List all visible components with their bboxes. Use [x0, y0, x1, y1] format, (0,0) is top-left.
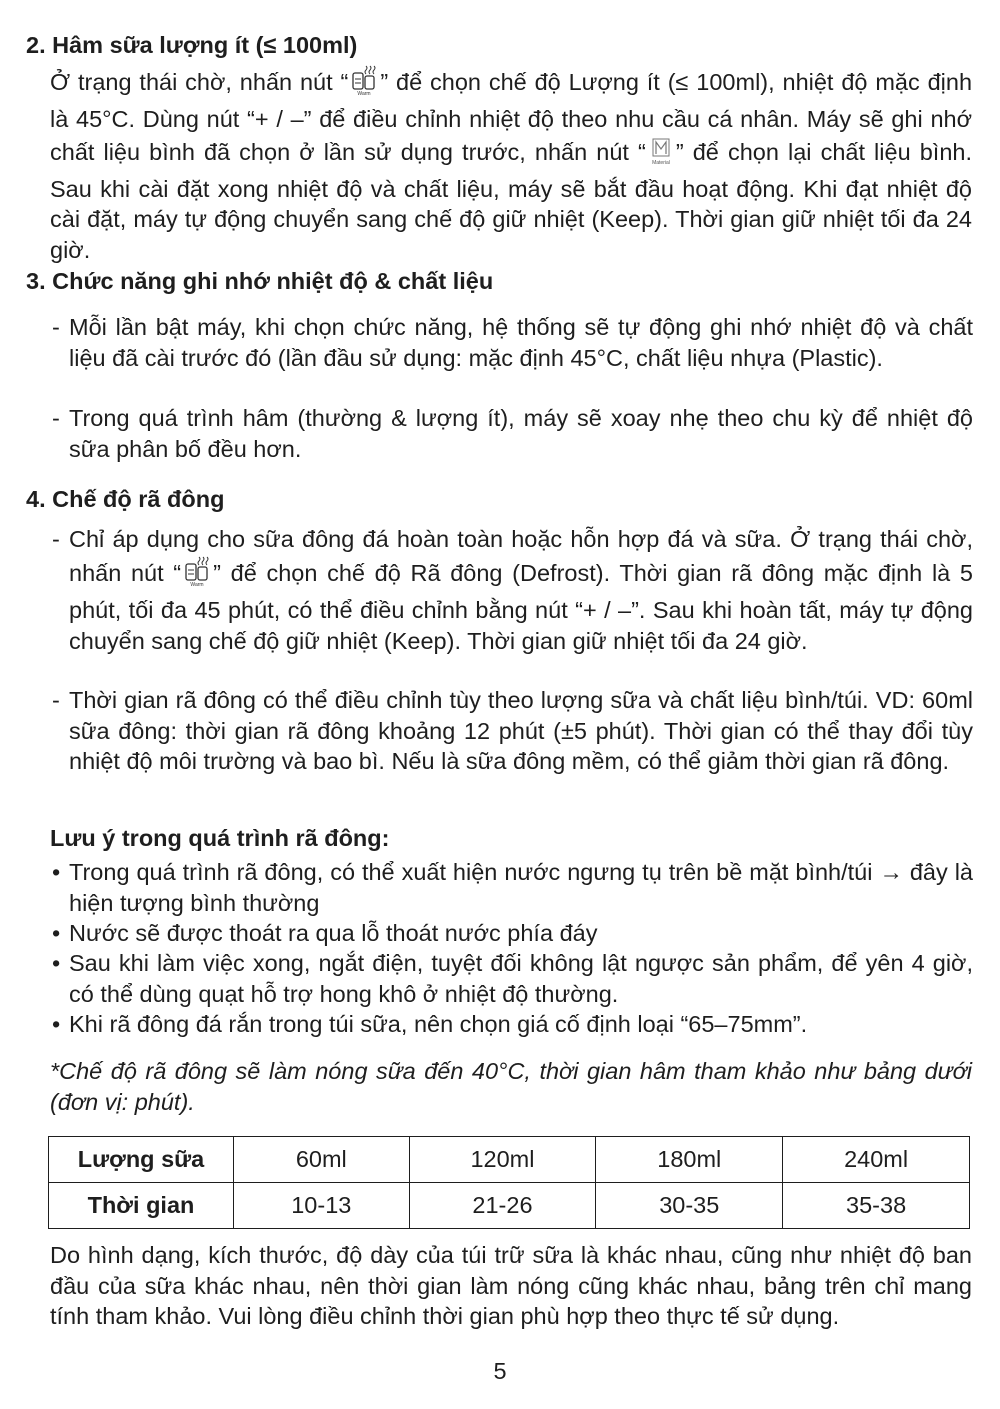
bullet-marker: • [52, 950, 61, 976]
dash-marker: - [52, 526, 60, 552]
closing-paragraph: Do hình dạng, kích thước, độ dày của túi trữ sữa là khác nhau, cũng như nhiệt độ ban đầu của sữa khác nhau, nên thời gian làm nóng cũng khác nhau, bảng trên chỉ mang tính tham khảo. Vui lòng điều chỉnh thời gian phù hợp theo thực tế sử dụng. [50, 1242, 972, 1329]
defrost-note-3: Sau khi làm việc xong, ngắt điện, tuyệt đối không lật ngược sản phẩm, để yên 4 giờ, có thể dùng quạt hỗ trợ hong khô ở nhiệt độ thường. [69, 950, 973, 1007]
section-3-heading: 3. Chức năng ghi nhớ nhiệt độ & chất liệu [26, 268, 494, 294]
section-2-text-b: ” để chọn chế độ Lượng ít (≤ 100ml), nhiệt độ mặc định là 45°C. Dùng nút “+ / –” để điều chỉnh nhiệt độ theo nhu cầu cá nhân. Máy sẽ ghi nhớ chất liệu bình đã chọn ở lần sử dụng trước, nhấn nút “ [50, 69, 973, 165]
section-3-item-2: Trong quá trình hâm (thường & lượng ít), máy sẽ xoay nhẹ theo chu kỳ để nhiệt độ sữa phân bố đều hơn. [69, 405, 973, 462]
section-2-text-a: Ở trạng thái chờ, nhấn nút “ [50, 69, 349, 95]
material-icon [648, 134, 674, 174]
table-row [49, 1137, 970, 1183]
table-cell: 180ml [596, 1137, 783, 1183]
table-cell: 30-35 [596, 1183, 783, 1229]
defrost-time-table [48, 1136, 970, 1229]
section-4-item-1 [69, 524, 973, 657]
table-cell: 60ml [234, 1137, 410, 1183]
bullet-marker: • [52, 1011, 61, 1037]
dash-marker: - [52, 687, 60, 713]
warm-icon-label: Warm [357, 91, 371, 96]
table-cell: 10-13 [234, 1183, 410, 1229]
table-cell: 21-26 [409, 1183, 596, 1229]
table-row-label: Lượng sữa [49, 1137, 234, 1183]
dash-marker: - [52, 314, 60, 340]
section-2-paragraph [50, 64, 972, 265]
table-row-label: Thời gian [49, 1183, 234, 1229]
defrost-note-2: Nước sẽ được thoát ra qua lỗ thoát nước phía đáy [69, 920, 598, 946]
defrost-bottle-icon [183, 555, 211, 595]
warm-bottle-icon [350, 64, 378, 104]
section-4-item-2: Thời gian rã đông có thể điều chỉnh tùy theo lượng sữa và chất liệu bình/túi. VD: 60ml sữa đông: thời gian rã đông khoảng 12 phút (±5 phút). Thời gian có thể thay đổi tùy nhiệt độ môi trường và bao bì. Nếu là sữa đông mềm, có thể giảm thời gian rã đông. [69, 687, 973, 774]
material-icon-label: Material [651, 160, 670, 166]
defrost-reference-note: *Chế độ rã đông sẽ làm nóng sữa đến 40°C, thời gian hâm tham khảo như bảng dưới (đơn vị: phút). [50, 1058, 972, 1115]
section-4-item-1-text-b: ” để chọn chế độ Rã đông (Defrost). Thời gian rã đông mặc định là 5 phút, tối đa 45 phút, có thể điều chỉnh bằng nút “+ / –”. Sau khi hoàn tất, máy tự động chuyển sang chế độ giữ nhiệt (Keep). Thời gian giữ nhiệt tối đa 24 giờ. [69, 560, 973, 654]
table-row [49, 1183, 970, 1229]
section-4-heading: 4. Chế độ rã đông [26, 486, 225, 512]
bullet-marker: • [52, 920, 61, 946]
section-2-text-c: ” để chọn lại chất liệu bình. Sau khi cài đặt xong nhiệt độ và chất liệu, máy sẽ bắt đầu hoạt động. Khi đạt nhiệt độ cài đặt, máy tự động chuyển sang chế độ giữ nhiệt (Keep). Thời gian giữ nhiệt tối đa 24 giờ. [50, 139, 972, 263]
section-3-item-1: Mỗi lần bật máy, khi chọn chức năng, hệ thống sẽ tự động ghi nhớ nhiệt độ và chất liệu đã cài trước đó (lần đầu sử dụng: mặc định 45°C, chất liệu nhựa (Plastic). [69, 314, 973, 371]
warm-icon-label: Warm [190, 582, 204, 587]
dash-marker: - [52, 405, 60, 431]
page-number: 5 [493, 1358, 507, 1384]
bullet-marker: • [52, 859, 61, 885]
defrost-note-4: Khi rã đông đá rắn trong túi sữa, nên chọn giá cố định loại “65–75mm”. [69, 1011, 808, 1037]
section-2-heading: 2. Hâm sữa lượng ít (≤ 100ml) [26, 32, 358, 58]
defrost-note-1: Trong quá trình rã đông, có thể xuất hiện nước ngưng tụ trên bề mặt bình/túi → đây là hiện tượng bình thường [69, 859, 973, 916]
table-cell: 240ml [783, 1137, 970, 1183]
section-4-item-1-text-a: Chỉ áp dụng cho sữa đông đá hoàn toàn hoặc hỗn hợp đá và sữa. Ở trạng thái chờ, nhấn nút “ [69, 526, 973, 586]
table-cell: 35-38 [783, 1183, 970, 1229]
table-cell: 120ml [409, 1137, 596, 1183]
defrost-notes-heading: Lưu ý trong quá trình rã đông: [50, 825, 390, 851]
